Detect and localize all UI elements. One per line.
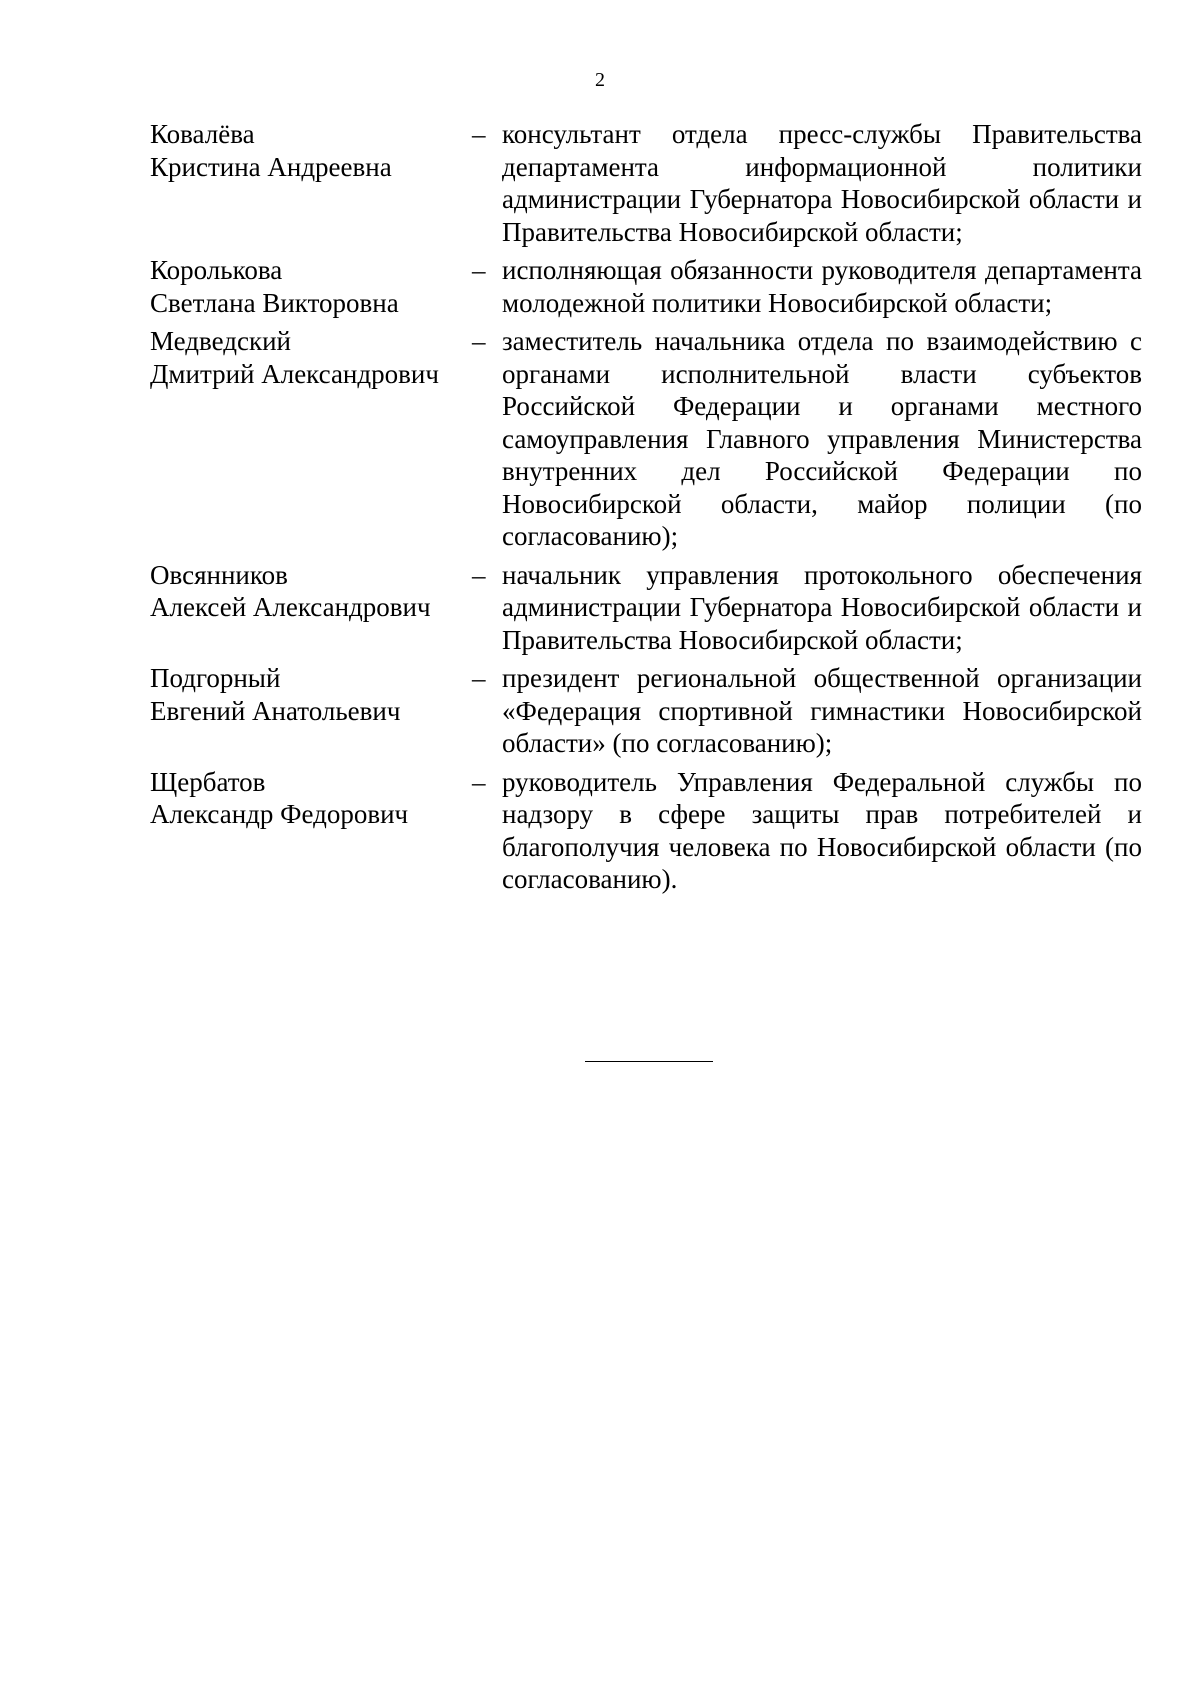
member-entry: [150, 118, 1145, 248]
dash-separator: –: [472, 766, 486, 797]
member-entry: [150, 254, 1145, 319]
member-role: исполняющая обязанности руководителя департамента молодежной политики Новосибирской области;: [502, 255, 1142, 318]
member-entry: [150, 325, 1145, 553]
member-name: [150, 559, 472, 624]
dash-separator: –: [472, 559, 486, 590]
member-surname: Овсянников: [150, 559, 288, 590]
member-surname: Королькова: [150, 255, 283, 285]
member-surname: Щербатов: [150, 766, 266, 797]
member-given-names: Светлана Викторовна: [150, 287, 399, 318]
member-role: заместитель начальника отдела по взаимодействию с органами исполнительной власти субъектов Российской Федерации и органами местного самоуправления Главного управления Министерства внутренних дел Российской Федерации по Новосибирской области, майор полиции (по согласованию);: [502, 326, 1142, 551]
member-given-names: Дмитрий Александрович: [150, 358, 439, 389]
dash-separator: –: [472, 255, 486, 285]
member-entry: [150, 662, 1145, 760]
member-surname: Ковалёва: [150, 119, 255, 149]
member-surname: Подгорный: [150, 663, 281, 693]
member-list: [150, 118, 1145, 902]
member-given-names: Евгений Анатольевич: [150, 695, 401, 726]
member-entry: [150, 766, 1145, 896]
member-given-names: Кристина Андреевна: [150, 151, 392, 182]
dash-separator: –: [472, 119, 486, 149]
member-name: [150, 766, 472, 831]
end-of-document-rule: [585, 1061, 713, 1062]
member-role: начальник управления протокольного обеспечения администрации Губернатора Новосибирской области и Правительства Новосибирской области;: [502, 559, 1142, 655]
member-given-names: Александр Федорович: [150, 799, 409, 829]
member-name: [150, 325, 472, 390]
dash-separator: –: [472, 326, 486, 356]
page-number: 2: [595, 69, 605, 91]
member-entry: [150, 559, 1145, 657]
member-role: консультант отдела пресс-службы Правительства департамента информационной политики администрации Губернатора Новосибирской области и Правительства Новосибирской области;: [502, 119, 1142, 247]
member-surname: Медведский: [150, 326, 291, 356]
member-name: [150, 662, 472, 727]
member-name: [150, 254, 472, 319]
member-role: президент региональной общественной организации «Федерация спортивной гимнастики Новосибирской области» (по согласованию);: [502, 663, 1142, 758]
member-given-names: Алексей Александрович: [150, 592, 431, 622]
member-name: [150, 118, 472, 183]
dash-separator: –: [472, 663, 486, 693]
member-role: руководитель Управления Федеральной службы по надзору в сфере защиты прав потребителей и благополучия человека по Новосибирской области (по согласованию).: [502, 766, 1142, 894]
